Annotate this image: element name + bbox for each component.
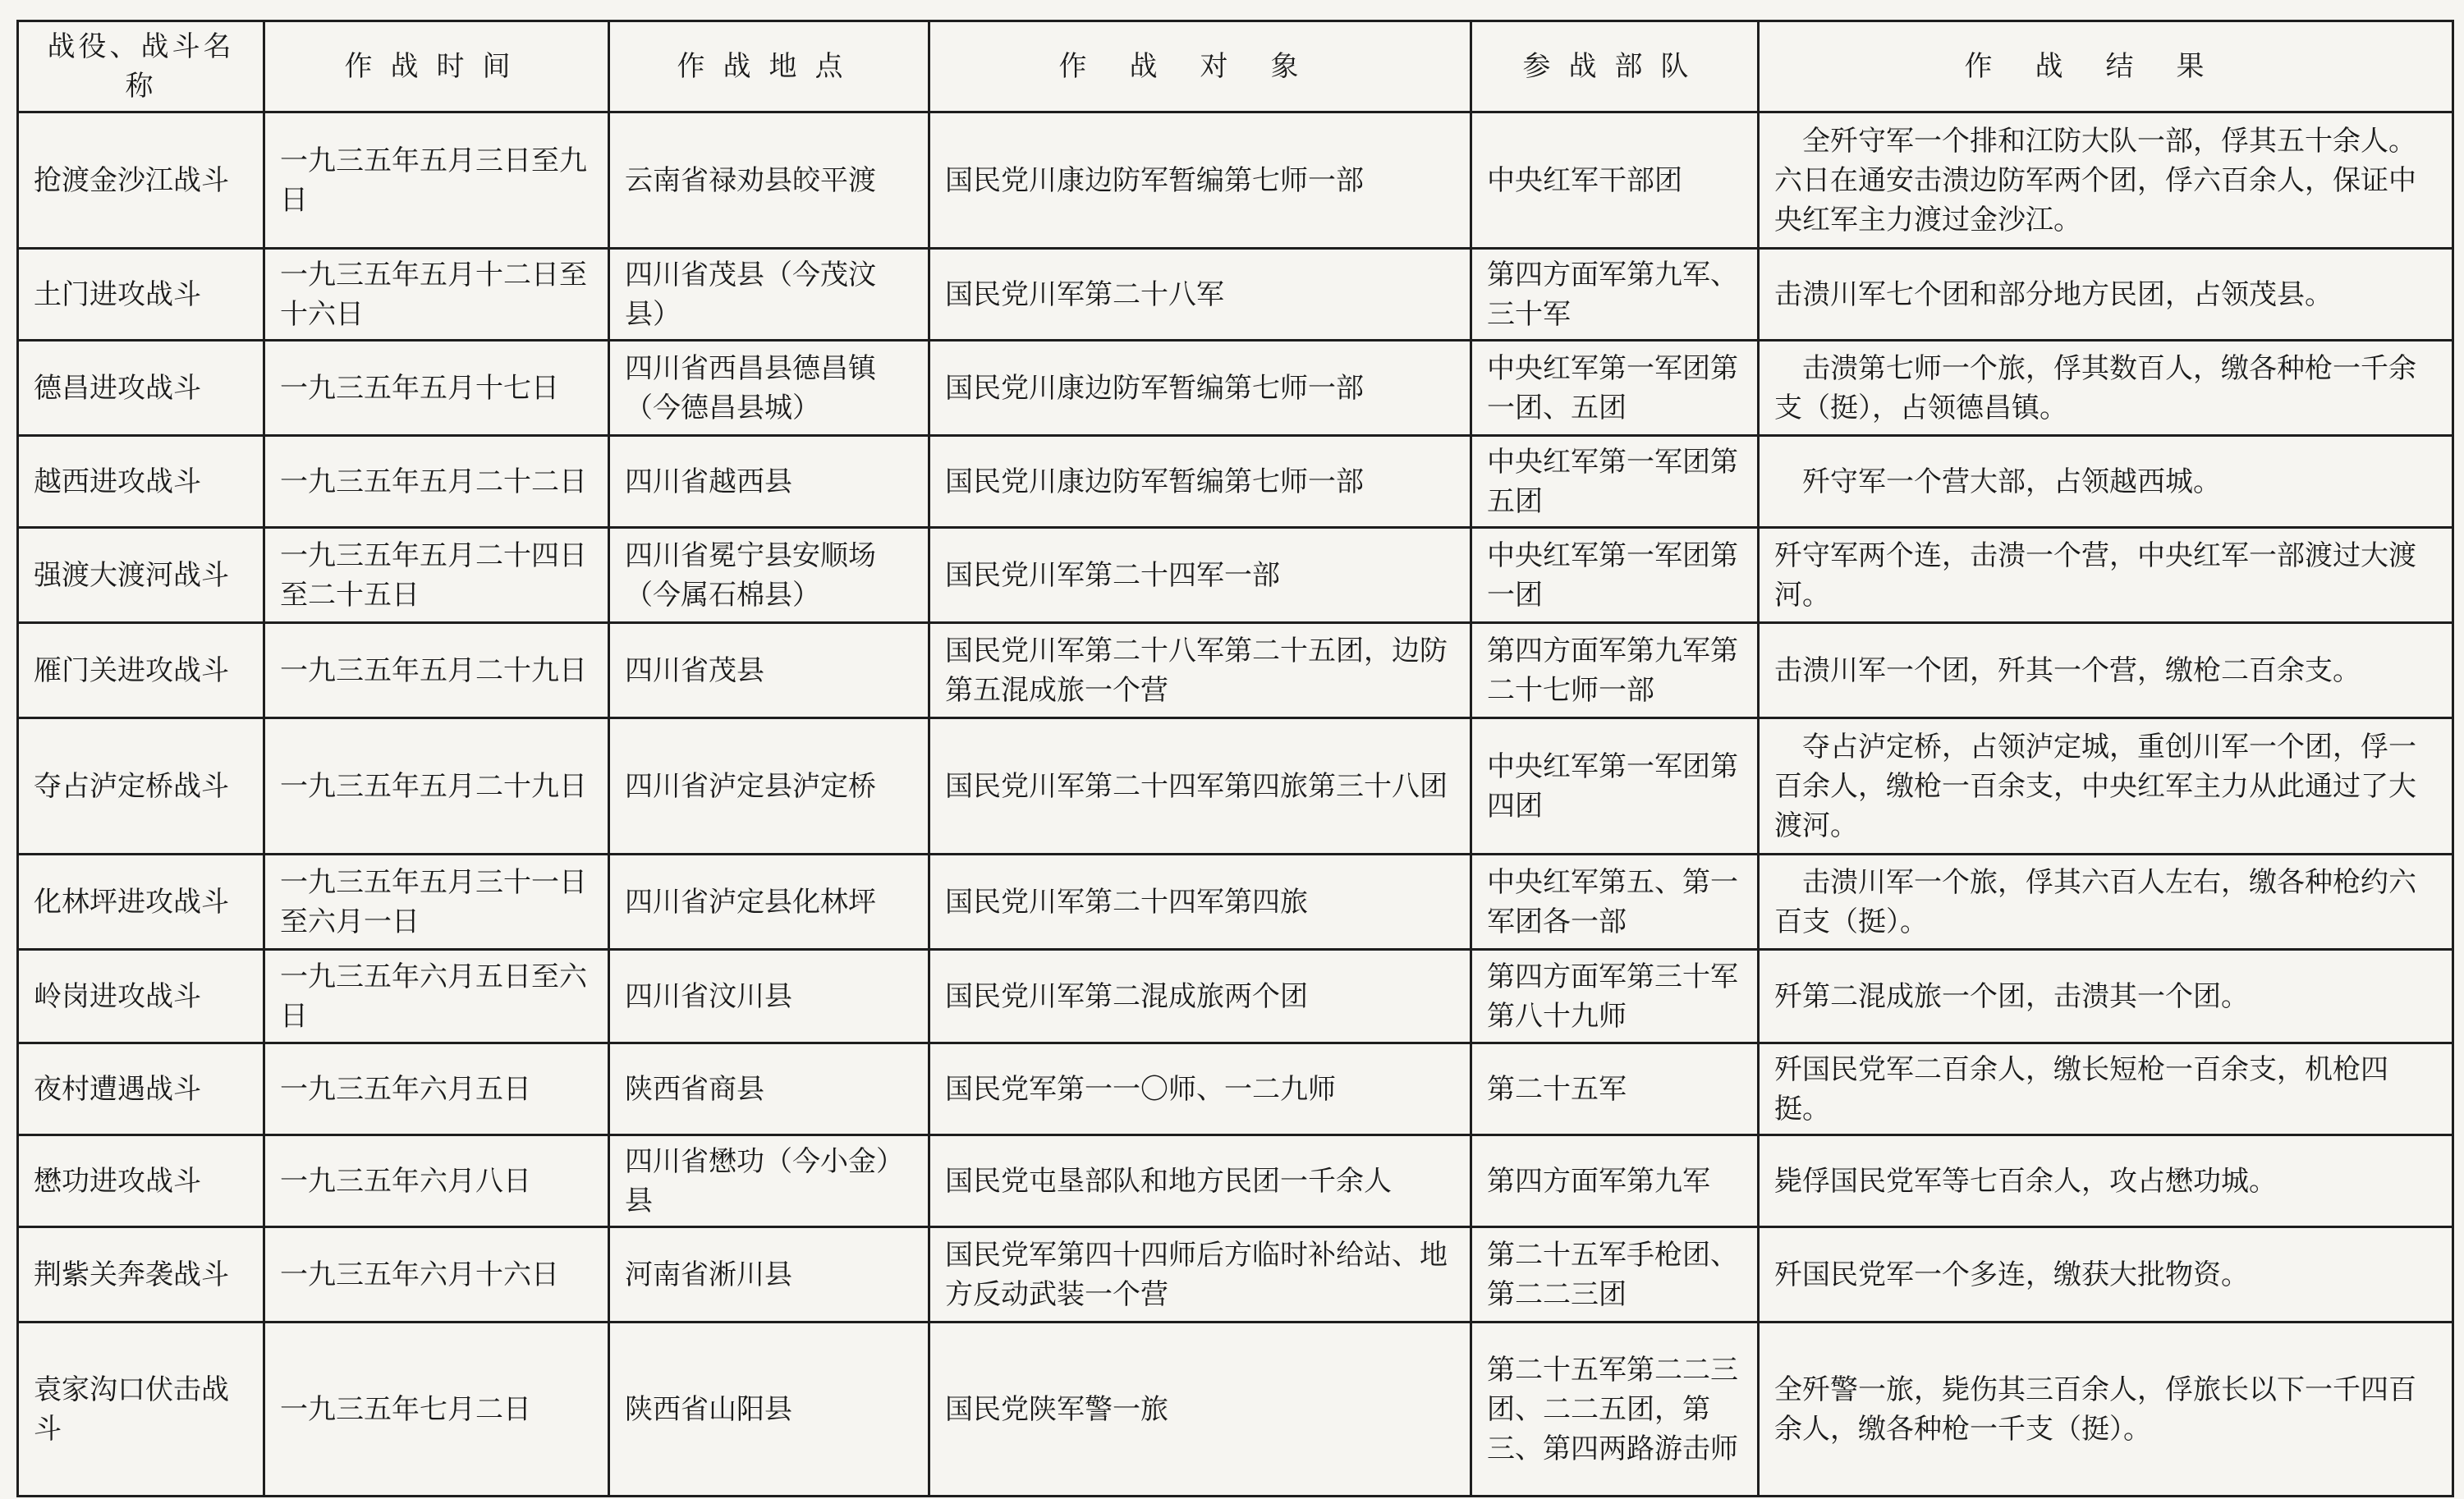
cell-place: 四川省泸定县化林坪 xyxy=(609,855,929,950)
cell-time: 一九三五年六月五日至六日 xyxy=(264,950,609,1043)
cell-result: 歼守军一个营大部，占领越西城。 xyxy=(1759,436,2453,528)
cell-place: 四川省西昌县德昌镇（今德昌县城） xyxy=(609,341,929,436)
cell-target: 国民党川军第二十四军第四旅第三十八团 xyxy=(929,718,1471,855)
table-row xyxy=(18,1323,2453,1497)
cell-name: 袁家沟口伏击战斗 xyxy=(18,1323,264,1497)
table-row xyxy=(18,1227,2453,1323)
cell-unit: 第四方面军第三十军第八十九师 xyxy=(1471,950,1759,1043)
cell-result: 击溃川军一个团，歼其一个营，缴枪二百余支。 xyxy=(1759,623,2453,718)
table-row xyxy=(18,855,2453,950)
document-page xyxy=(16,20,2452,1481)
cell-target: 国民党军第四十四师后方临时补给站、地方反动武装一个营 xyxy=(929,1227,1471,1323)
cell-place: 四川省茂县（今茂汶县） xyxy=(609,249,929,341)
cell-name: 荆紫关奔袭战斗 xyxy=(18,1227,264,1323)
cell-name: 德昌进攻战斗 xyxy=(18,341,264,436)
cell-unit: 第二十五军第二二三团、二二五团，第三、第四两路游击师 xyxy=(1471,1323,1759,1497)
cell-time: 一九三五年六月十六日 xyxy=(264,1227,609,1323)
cell-place: 陕西省商县 xyxy=(609,1043,929,1135)
cell-place: 四川省汶川县 xyxy=(609,950,929,1043)
cell-place: 四川省越西县 xyxy=(609,436,929,528)
cell-result: 毙俘国民党军等七百余人，攻占懋功城。 xyxy=(1759,1135,2453,1227)
table-row xyxy=(18,950,2453,1043)
cell-target: 国民党川康边防军暂编第七师一部 xyxy=(929,341,1471,436)
cell-target: 国民党川军第二十八军 xyxy=(929,249,1471,341)
cell-time: 一九三五年六月八日 xyxy=(264,1135,609,1227)
cell-result: 歼第二混成旅一个团，击溃其一个团。 xyxy=(1759,950,2453,1043)
cell-name: 强渡大渡河战斗 xyxy=(18,528,264,623)
header-unit: 参战部队 xyxy=(1471,21,1759,112)
cell-place: 四川省泸定县泸定桥 xyxy=(609,718,929,855)
cell-result: 歼国民党军二百余人，缴长短枪一百余支，机枪四挺。 xyxy=(1759,1043,2453,1135)
cell-time: 一九三五年五月二十四日至二十五日 xyxy=(264,528,609,623)
table-row xyxy=(18,436,2453,528)
table-row xyxy=(18,249,2453,341)
cell-name: 越西进攻战斗 xyxy=(18,436,264,528)
cell-place: 云南省禄劝县皎平渡 xyxy=(609,112,929,249)
table-row xyxy=(18,112,2453,249)
cell-unit: 第四方面军第九军 xyxy=(1471,1135,1759,1227)
cell-place: 河南省淅川县 xyxy=(609,1227,929,1323)
cell-target: 国民党军第一一〇师、一二九师 xyxy=(929,1043,1471,1135)
cell-result: 击溃川军一个旅，俘其六百人左右，缴各种枪约六百支（挺）。 xyxy=(1759,855,2453,950)
cell-target: 国民党川军第二十八军第二十五团，边防第五混成旅一个营 xyxy=(929,623,1471,718)
header-name: 战役、战斗名称 xyxy=(18,21,264,112)
cell-target: 国民党川军第二混成旅两个团 xyxy=(929,950,1471,1043)
cell-target: 国民党川军第二十四军一部 xyxy=(929,528,1471,623)
cell-target: 国民党陕军警一旅 xyxy=(929,1323,1471,1497)
cell-name: 岭岗进攻战斗 xyxy=(18,950,264,1043)
table-row xyxy=(18,341,2453,436)
table-row xyxy=(18,1135,2453,1227)
cell-time: 一九三五年五月三十一日至六月一日 xyxy=(264,855,609,950)
cell-place: 陕西省山阳县 xyxy=(609,1323,929,1497)
cell-unit: 第二十五军手枪团、第二二三团 xyxy=(1471,1227,1759,1323)
cell-target: 国民党川康边防军暂编第七师一部 xyxy=(929,112,1471,249)
table-row xyxy=(18,1043,2453,1135)
cell-unit: 第四方面军第九军、三十军 xyxy=(1471,249,1759,341)
header-result: 作战结果 xyxy=(1759,21,2453,112)
cell-name: 土门进攻战斗 xyxy=(18,249,264,341)
cell-name: 雁门关进攻战斗 xyxy=(18,623,264,718)
header-time: 作战时间 xyxy=(264,21,609,112)
cell-target: 国民党川军第二十四军第四旅 xyxy=(929,855,1471,950)
cell-unit: 第二十五军 xyxy=(1471,1043,1759,1135)
cell-result: 全歼守军一个排和江防大队一部，俘其五十余人。六日在通安击溃边防军两个团，俘六百余人，保证中央红军主力渡过金沙江。 xyxy=(1759,112,2453,249)
cell-place: 四川省懋功（今小金）县 xyxy=(609,1135,929,1227)
cell-time: 一九三五年六月五日 xyxy=(264,1043,609,1135)
cell-name: 夜村遭遇战斗 xyxy=(18,1043,264,1135)
cell-place: 四川省冕宁县安顺场（今属石棉县） xyxy=(609,528,929,623)
cell-unit: 中央红军第一军团第一团、五团 xyxy=(1471,341,1759,436)
cell-unit: 第四方面军第九军第二十七师一部 xyxy=(1471,623,1759,718)
cell-target: 国民党屯垦部队和地方民团一千余人 xyxy=(929,1135,1471,1227)
table-row xyxy=(18,718,2453,855)
cell-unit: 中央红军干部团 xyxy=(1471,112,1759,249)
cell-result: 击溃川军七个团和部分地方民团，占领茂县。 xyxy=(1759,249,2453,341)
cell-result: 夺占泸定桥，占领泸定城，重创川军一个团，俘一百余人，缴枪一百余支，中央红军主力从此通过了大渡河。 xyxy=(1759,718,2453,855)
header-place: 作战地点 xyxy=(609,21,929,112)
cell-unit: 中央红军第一军团第一团 xyxy=(1471,528,1759,623)
cell-result: 击溃第七师一个旅，俘其数百人，缴各种枪一千余支（挺），占领德昌镇。 xyxy=(1759,341,2453,436)
cell-time: 一九三五年五月二十二日 xyxy=(264,436,609,528)
header-target: 作战对象 xyxy=(929,21,1471,112)
cell-name: 夺占泸定桥战斗 xyxy=(18,718,264,855)
cell-time: 一九三五年五月二十九日 xyxy=(264,623,609,718)
cell-time: 一九三五年五月十二日至十六日 xyxy=(264,249,609,341)
cell-time: 一九三五年五月十七日 xyxy=(264,341,609,436)
cell-result: 歼国民党军一个多连，缴获大批物资。 xyxy=(1759,1227,2453,1323)
battles-table xyxy=(16,20,2454,1497)
cell-result: 全歼警一旅，毙伤其三百余人，俘旅长以下一千四百余人，缴各种枪一千支（挺）。 xyxy=(1759,1323,2453,1497)
cell-time: 一九三五年五月二十九日 xyxy=(264,718,609,855)
cell-unit: 中央红军第一军团第五团 xyxy=(1471,436,1759,528)
cell-unit: 中央红军第一军团第四团 xyxy=(1471,718,1759,855)
table-row xyxy=(18,528,2453,623)
table-row xyxy=(18,623,2453,718)
header-row xyxy=(18,21,2453,112)
cell-target: 国民党川康边防军暂编第七师一部 xyxy=(929,436,1471,528)
cell-name: 懋功进攻战斗 xyxy=(18,1135,264,1227)
cell-time: 一九三五年五月三日至九日 xyxy=(264,112,609,249)
cell-name: 抢渡金沙江战斗 xyxy=(18,112,264,249)
cell-place: 四川省茂县 xyxy=(609,623,929,718)
cell-time: 一九三五年七月二日 xyxy=(264,1323,609,1497)
cell-result: 歼守军两个连，击溃一个营，中央红军一部渡过大渡河。 xyxy=(1759,528,2453,623)
cell-unit: 中央红军第五、第一军团各一部 xyxy=(1471,855,1759,950)
cell-name: 化林坪进攻战斗 xyxy=(18,855,264,950)
